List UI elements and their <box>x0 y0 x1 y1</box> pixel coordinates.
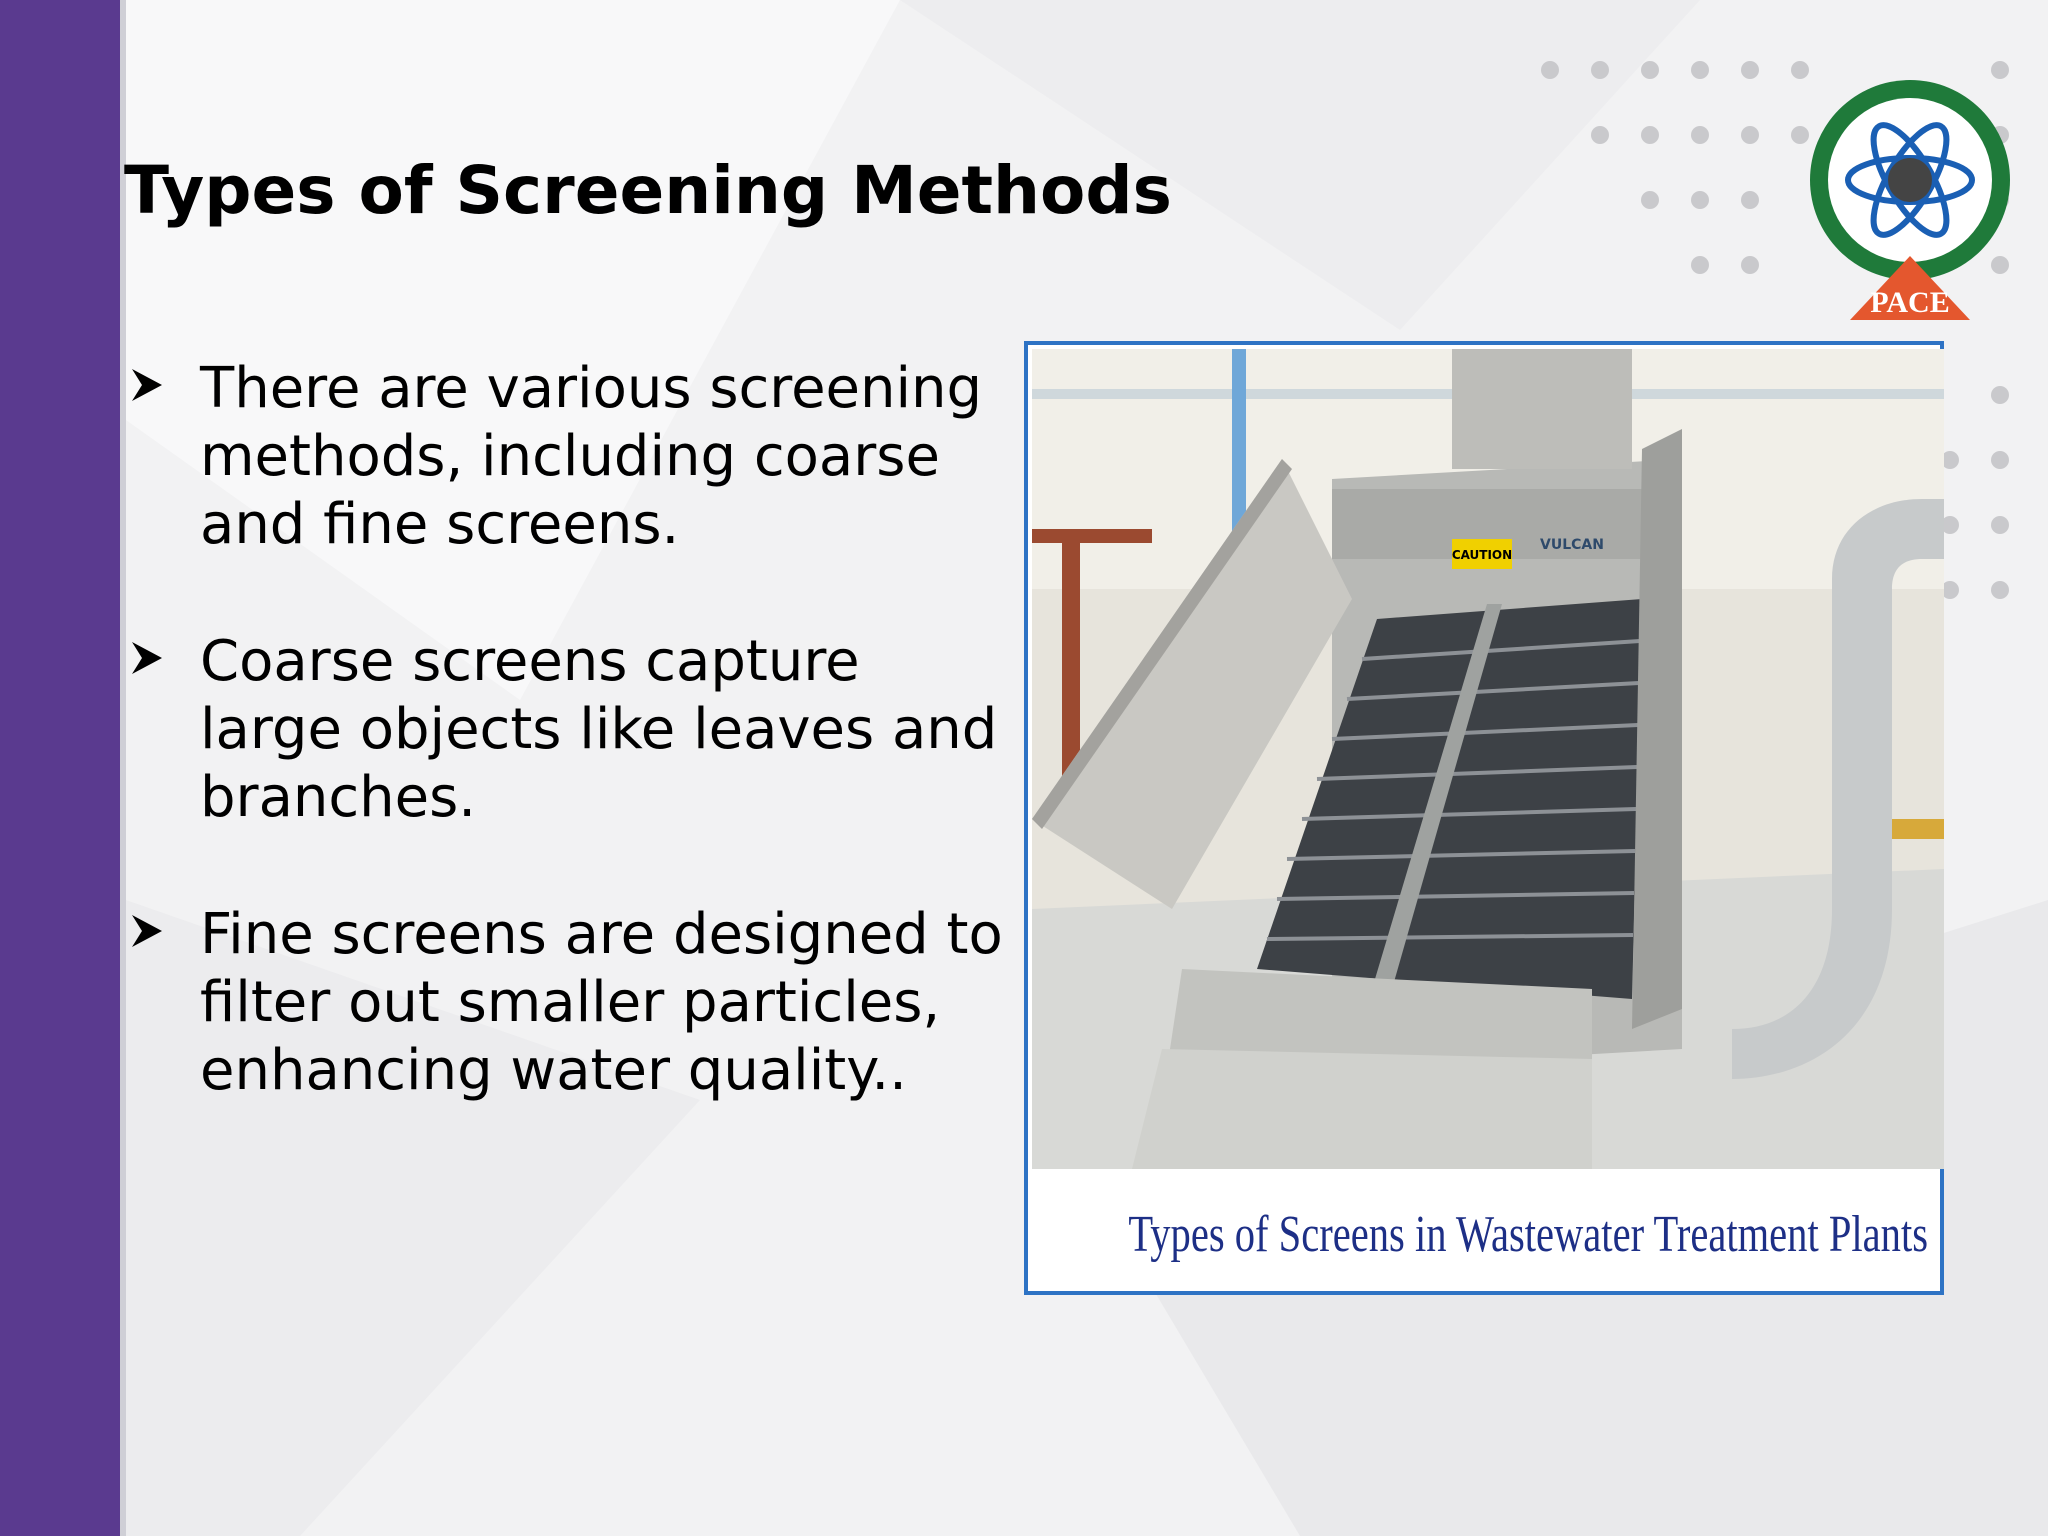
bar-screen-photo <box>1032 349 1944 1169</box>
caution-label: CAUTION <box>1451 548 1513 562</box>
arrowhead-bullet-icon <box>126 901 176 969</box>
pace-logo-icon <box>1800 50 2020 330</box>
bullet-item <box>126 628 1006 832</box>
bullet-item <box>126 355 1006 559</box>
image-caption: Types of Screens in Wastewater Treatment Plants <box>1128 1206 1929 1263</box>
bullet-text: There are various screening methods, including coarse and fine screens. <box>200 356 983 557</box>
brand-label: VULCAN <box>1540 537 1604 553</box>
arrowhead-bullet-icon <box>126 355 176 423</box>
bullet-text: Fine screens are designed to filter out smaller particles, enhancing water quality.. <box>200 902 1003 1103</box>
slide-title: Types of Screening Methods <box>124 152 1172 229</box>
logo-text: PACE <box>1870 286 1950 319</box>
bullet-item <box>126 901 1006 1105</box>
screen-photo-frame <box>1024 341 1944 1295</box>
arrowhead-bullet-icon <box>126 628 176 696</box>
bullet-text: Coarse screens capture large objects like leaves and branches. <box>200 629 998 830</box>
left-accent-bar <box>0 0 120 1536</box>
